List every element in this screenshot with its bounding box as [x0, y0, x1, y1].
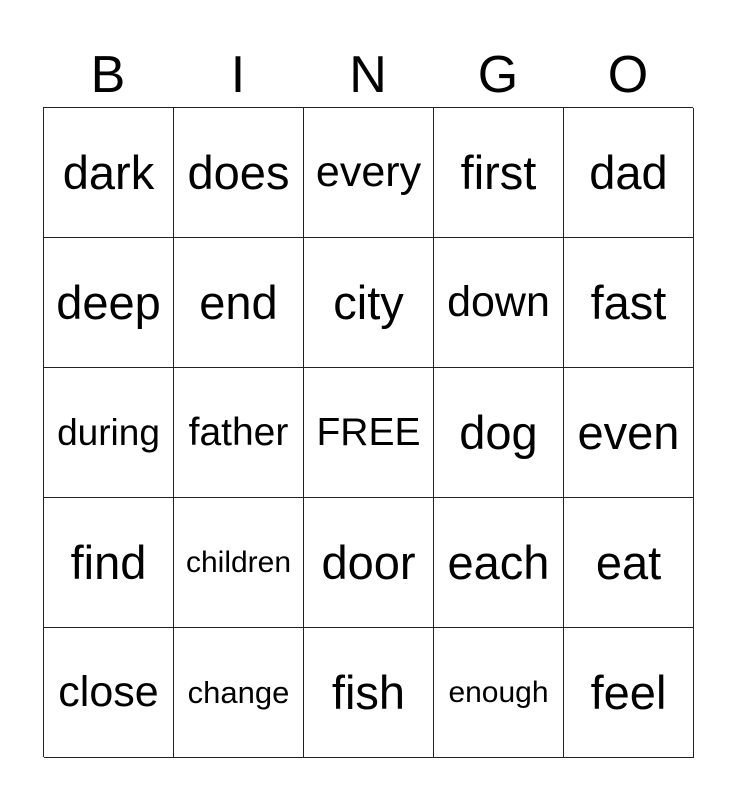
- bingo-cell[interactable]: dark: [44, 108, 174, 238]
- bingo-cell[interactable]: fast: [564, 238, 694, 368]
- bingo-cell[interactable]: does: [174, 108, 304, 238]
- bingo-board: [43, 107, 693, 757]
- bingo-header: [43, 44, 693, 106]
- bingo-cell[interactable]: first: [434, 108, 564, 238]
- bingo-cell[interactable]: even: [564, 368, 694, 498]
- bingo-cell[interactable]: end: [174, 238, 304, 368]
- header-letter-g: G: [477, 46, 519, 104]
- bingo-cell[interactable]: during: [44, 368, 174, 498]
- bingo-free-space[interactable]: FREE: [304, 368, 434, 498]
- bingo-cell[interactable]: feel: [564, 628, 694, 758]
- bingo-cell[interactable]: fish: [304, 628, 434, 758]
- bingo-cell[interactable]: every: [304, 108, 434, 238]
- bingo-cell[interactable]: eat: [564, 498, 694, 628]
- bingo-cell[interactable]: dog: [434, 368, 564, 498]
- bingo-cell[interactable]: city: [304, 238, 434, 368]
- bingo-cell[interactable]: father: [174, 368, 304, 498]
- bingo-cell[interactable]: change: [174, 628, 304, 758]
- bingo-cell[interactable]: each: [434, 498, 564, 628]
- bingo-cell[interactable]: children: [174, 498, 304, 628]
- header-letter-b: B: [90, 46, 126, 104]
- header-letter-n: N: [349, 46, 387, 104]
- bingo-cell[interactable]: find: [44, 498, 174, 628]
- bingo-cell[interactable]: dad: [564, 108, 694, 238]
- header-letter-o: O: [607, 46, 649, 104]
- bingo-cell[interactable]: door: [304, 498, 434, 628]
- bingo-cell[interactable]: close: [44, 628, 174, 758]
- bingo-cell[interactable]: enough: [434, 628, 564, 758]
- bingo-cell[interactable]: down: [434, 238, 564, 368]
- bingo-cell[interactable]: deep: [44, 238, 174, 368]
- header-letter-i: I: [230, 46, 246, 104]
